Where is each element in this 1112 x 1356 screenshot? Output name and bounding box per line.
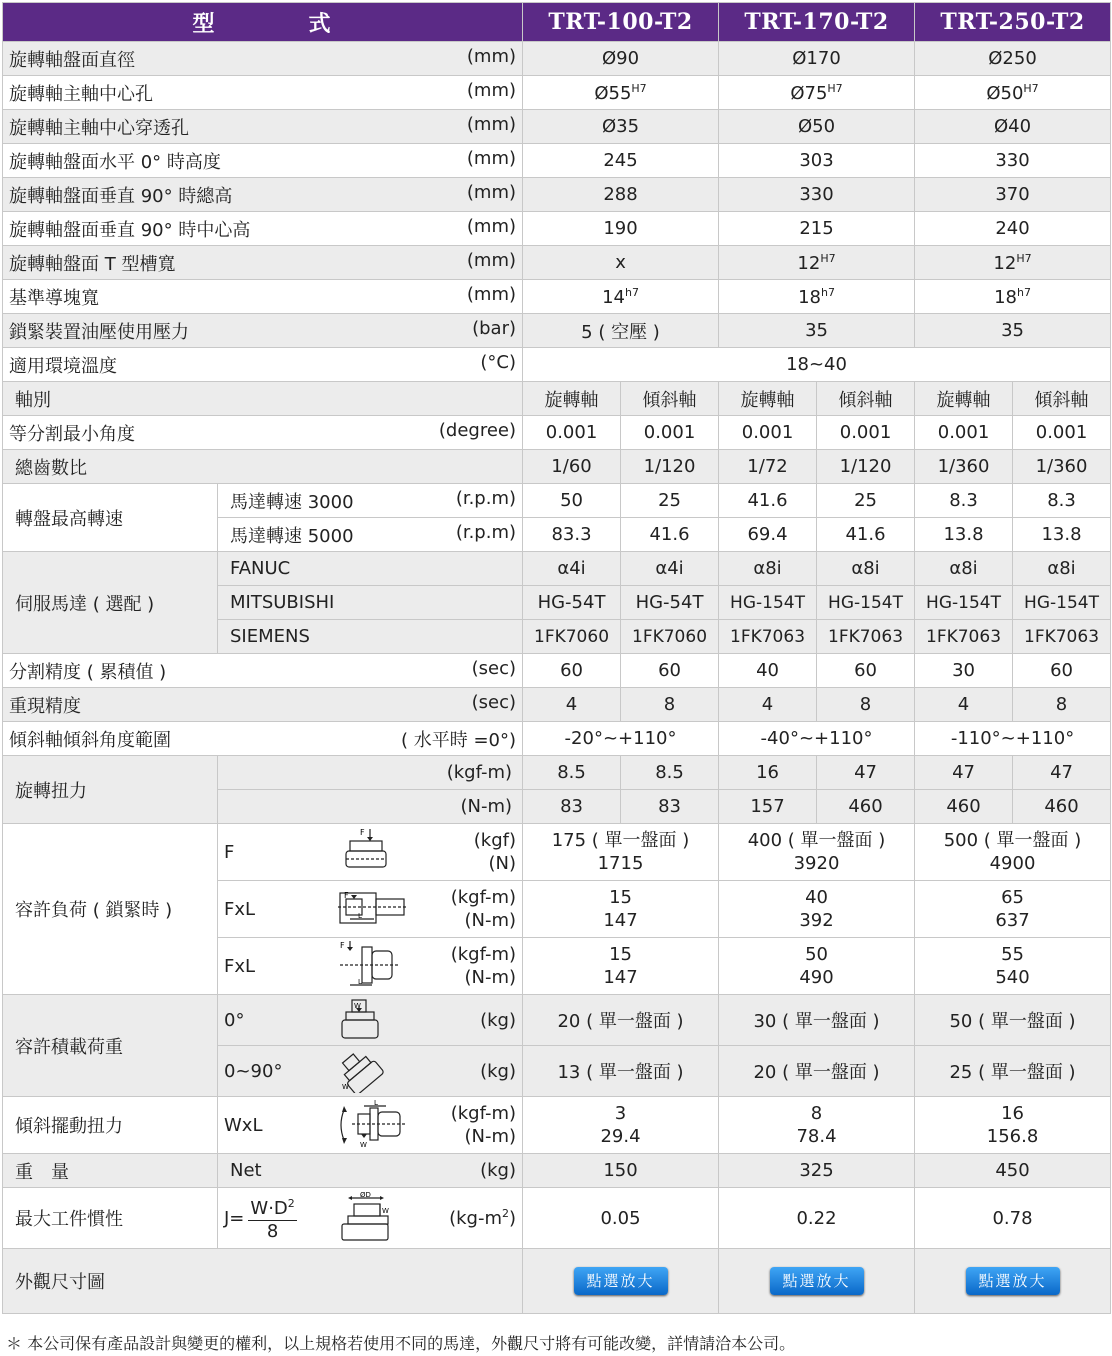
value-cell: α8i	[1013, 552, 1111, 586]
value-cell: 1FK7060	[523, 620, 621, 654]
tolerance: H7	[1016, 251, 1032, 265]
value-cell: 傾斜軸	[817, 382, 915, 416]
value-cell: 490	[799, 967, 834, 988]
svg-text:ØD: ØD	[360, 1192, 371, 1199]
row-guide	[3, 280, 1111, 314]
value-cell: 50 ( 單一盤面 )	[915, 995, 1111, 1046]
row-tilt-torque	[3, 1097, 1111, 1154]
value-cell: 370	[915, 178, 1111, 212]
row-label: 最大工件慣性	[3, 1188, 218, 1249]
value-cell: 0.001	[817, 416, 915, 450]
value-cell: -20°~+110°	[523, 722, 719, 756]
value-cell: 1FK7063	[915, 620, 1013, 654]
row-unit: (kg)	[480, 1009, 517, 1031]
value-cell: 25 ( 單一盤面 )	[915, 1046, 1111, 1097]
value-cell: 13 ( 單一盤面 )	[523, 1046, 719, 1097]
row-unit: (mm)	[466, 283, 517, 305]
value-cell: 83.3	[523, 518, 621, 552]
value-cell: 157	[719, 790, 817, 824]
tolerance: H7	[827, 81, 843, 95]
sub-label: 0°	[224, 1009, 245, 1031]
formula-lhs: J=	[224, 1207, 245, 1229]
value-cell: 4900	[989, 853, 1036, 874]
value-cell: 8	[621, 688, 719, 722]
value-cell: HG-54T	[621, 586, 719, 620]
value-cell: 8.5	[621, 756, 719, 790]
value-cell: 12	[797, 252, 821, 274]
value-cell: 20 ( 單一盤面 )	[719, 1046, 915, 1097]
load-fxl-vertical-icon	[336, 941, 402, 991]
value-cell: 500 ( 單一盤面 )	[943, 830, 1082, 851]
value-cell: 156.8	[986, 1126, 1039, 1147]
sub-label: F	[224, 841, 235, 863]
row-unit: (kgf-m)	[450, 944, 517, 965]
row-unit: (N-m)	[464, 967, 517, 988]
row-repeat	[3, 688, 1111, 722]
value-cell: 240	[915, 212, 1111, 246]
value-cell: Ø40	[915, 110, 1111, 144]
row-unit: (mm)	[466, 181, 517, 203]
row-unit: (sec)	[471, 691, 517, 713]
value-cell: 8	[1013, 688, 1111, 722]
value-cell: 1/60	[523, 450, 621, 484]
value-cell: 13.8	[1013, 518, 1111, 552]
row-unit: (kg)	[480, 1060, 517, 1082]
value-cell: 8	[817, 688, 915, 722]
row-label: 旋轉軸主軸中心孔	[9, 83, 153, 105]
row-label: 總齒數比	[3, 450, 523, 484]
payload-0-icon	[336, 998, 386, 1042]
value-cell: 78.4	[796, 1126, 837, 1147]
value-cell: α4i	[523, 552, 621, 586]
sub-label: 馬達轉速 3000	[230, 491, 354, 513]
row-label: 容許負荷 ( 鎖緊時 )	[3, 824, 218, 995]
row-label: 適用環境溫度	[9, 355, 117, 377]
value-cell: 460	[1013, 790, 1111, 824]
header-row	[3, 3, 1111, 42]
svg-text:L: L	[358, 912, 362, 920]
unit-exponent: 2	[501, 1207, 509, 1220]
row-label: 重 量	[3, 1154, 218, 1188]
value-cell: 16	[719, 756, 817, 790]
value-cell: 83	[621, 790, 719, 824]
row-disc-dia	[3, 42, 1111, 76]
value-cell: 450	[915, 1154, 1111, 1188]
value-cell: 3	[614, 1103, 627, 1124]
value-cell: Ø50	[719, 110, 915, 144]
row-torque-kgf	[3, 756, 1111, 790]
value-cell: 47	[1013, 756, 1111, 790]
value-cell: 40	[805, 887, 828, 908]
row-unit: (r.p.m)	[455, 521, 517, 543]
row-label: 外觀尺寸圖	[3, 1249, 523, 1314]
value-cell: 0.001	[1013, 416, 1111, 450]
row-height-h0	[3, 144, 1111, 178]
value-cell: Ø90	[523, 42, 719, 76]
row-label: 等分割最小角度	[9, 423, 135, 445]
value-cell: α8i	[719, 552, 817, 586]
value-cell: HG-154T	[817, 586, 915, 620]
row-axis	[3, 382, 1111, 416]
value-cell: 16	[1001, 1103, 1024, 1124]
value-cell: 1/360	[1013, 450, 1111, 484]
value-cell: 150	[523, 1154, 719, 1188]
svg-text:F: F	[344, 891, 349, 900]
value-cell: 0.001	[719, 416, 817, 450]
value-cell: 4	[719, 688, 817, 722]
row-unit: (kgf-m)	[450, 1103, 517, 1124]
row-unit: (degree)	[438, 419, 517, 441]
row-accuracy	[3, 654, 1111, 688]
row-label: 鎖緊裝置油壓使用壓力	[9, 321, 189, 343]
row-unit: (kg)	[480, 1160, 517, 1181]
row-unit: (bar)	[472, 317, 517, 339]
spec-table	[2, 2, 1111, 1314]
value-cell: Ø75	[790, 82, 828, 104]
value-cell: 1FK7063	[817, 620, 915, 654]
value-cell: 47	[915, 756, 1013, 790]
sub-label: FxL	[224, 955, 256, 977]
value-cell: 14	[602, 286, 625, 308]
row-spindle-hole	[3, 76, 1111, 110]
value-cell: 41.6	[719, 484, 817, 518]
row-gear-ratio	[3, 450, 1111, 484]
sub-label: WxL	[224, 1114, 263, 1136]
value-cell: 69.4	[719, 518, 817, 552]
value-cell: Ø35	[523, 110, 719, 144]
row-unit: (kgf)	[473, 830, 517, 851]
row-label: 重現精度	[9, 695, 81, 717]
svg-text:W: W	[360, 1141, 367, 1149]
value-cell: 400 ( 單一盤面 )	[747, 830, 886, 851]
row-unit: (kg-m	[449, 1208, 502, 1229]
value-cell: 1/72	[719, 450, 817, 484]
value-cell: 637	[995, 910, 1030, 931]
row-unit: (N-m)	[218, 790, 523, 824]
value-cell: 392	[799, 910, 834, 931]
row-unit: (N)	[488, 853, 517, 874]
sub-label: SIEMENS	[218, 620, 523, 654]
value-cell: 0.001	[915, 416, 1013, 450]
footnote: ＊ 本公司保有產品設計與變更的權利，以上規格若使用不同的馬達，外觀尺寸將有可能改變，詳情請洽本公司。	[6, 1334, 796, 1353]
sub-label: FANUC	[218, 552, 523, 586]
value-cell: 13.8	[915, 518, 1013, 552]
value-cell: 1/120	[621, 450, 719, 484]
payload-0-90-icon	[336, 1049, 386, 1093]
row-label: 旋轉軸盤面垂直 90° 時總高	[9, 185, 233, 207]
formula-numerator: W·D	[250, 1198, 288, 1219]
model-header-1: TRT-100-T2	[523, 3, 719, 42]
sub-label: FxL	[224, 898, 256, 920]
sub-label: 0~90°	[224, 1060, 283, 1082]
value-cell: 5 ( 空壓 )	[523, 314, 719, 348]
value-cell: 0.001	[523, 416, 621, 450]
value-cell: 4	[915, 688, 1013, 722]
row-unit: (mm)	[466, 79, 517, 101]
row-unit: (sec)	[471, 657, 517, 679]
model-header-2: TRT-170-T2	[719, 3, 915, 42]
row-unit: (N-m)	[464, 1126, 517, 1147]
value-cell: 25	[817, 484, 915, 518]
row-label: 旋轉軸盤面直徑	[9, 49, 135, 71]
value-cell: HG-54T	[523, 586, 621, 620]
value-cell: 50	[523, 484, 621, 518]
enlarge-button-1[interactable]: 點選放大	[574, 1267, 668, 1295]
formula-exponent: 2	[287, 1197, 295, 1210]
value-cell: 8.3	[1013, 484, 1111, 518]
row-servo-fanuc	[3, 552, 1111, 586]
sub-label: MITSUBISHI	[218, 586, 523, 620]
inertia-diagram-icon	[336, 1192, 400, 1244]
value-cell: 18	[798, 286, 821, 308]
value-cell: 175 ( 單一盤面 )	[551, 830, 690, 851]
row-label: 傾斜擺動扭力	[3, 1097, 218, 1154]
value-cell: 190	[523, 212, 719, 246]
row-temp	[3, 348, 1111, 382]
row-inertia	[3, 1188, 1111, 1249]
value-cell: 460	[817, 790, 915, 824]
value-cell: 35	[915, 314, 1111, 348]
row-label: 伺服馬達 ( 選配 )	[3, 552, 218, 654]
tolerance: h7	[820, 285, 835, 299]
value-cell: 460	[915, 790, 1013, 824]
value-cell: 25	[621, 484, 719, 518]
value-cell: 40	[719, 654, 817, 688]
value-cell: 330	[915, 144, 1111, 178]
row-unit-end: )	[508, 1208, 517, 1229]
row-label: 旋轉軸盤面垂直 90° 時中心高	[9, 219, 251, 241]
value-cell: 4	[523, 688, 621, 722]
value-cell: 12	[993, 252, 1017, 274]
value-cell: 303	[719, 144, 915, 178]
svg-text:W: W	[382, 1207, 389, 1215]
value-cell: 18~40	[523, 348, 1111, 382]
row-through-hole	[3, 110, 1111, 144]
value-cell: α8i	[915, 552, 1013, 586]
row-weight	[3, 1154, 1111, 1188]
value-cell: HG-154T	[719, 586, 817, 620]
row-unit: (N-m)	[464, 910, 517, 931]
row-height-v90	[3, 178, 1111, 212]
row-center-v90	[3, 212, 1111, 246]
value-cell: 41.6	[817, 518, 915, 552]
svg-text:F: F	[340, 941, 345, 950]
value-cell: Ø50	[986, 82, 1024, 104]
tolerance: h7	[624, 285, 639, 299]
value-cell: Ø55	[594, 82, 632, 104]
value-cell: 1FK7063	[719, 620, 817, 654]
inertia-formula	[224, 1193, 336, 1243]
svg-text:W: W	[354, 1002, 361, 1010]
sub-label: 馬達轉速 5000	[230, 525, 354, 547]
value-cell: 288	[523, 178, 719, 212]
row-label: 基準導塊寬	[9, 287, 99, 309]
row-unit: (r.p.m)	[455, 487, 517, 509]
row-label: 旋轉扭力	[3, 756, 218, 824]
value-cell: 50	[805, 944, 828, 965]
row-unit: ( 水平時 =0°)	[400, 729, 517, 751]
value-cell: 47	[817, 756, 915, 790]
value-cell: 1FK7063	[1013, 620, 1111, 654]
row-unit: (°C)	[480, 351, 517, 373]
value-cell: 60	[817, 654, 915, 688]
value-cell: 傾斜軸	[1013, 382, 1111, 416]
value-cell: 330	[719, 178, 915, 212]
row-load-f	[3, 824, 1111, 881]
value-cell: x	[523, 246, 719, 280]
svg-text:L: L	[374, 1100, 378, 1107]
sub-label: Net	[230, 1160, 262, 1181]
row-payload-0	[3, 995, 1111, 1046]
value-cell: 8.5	[523, 756, 621, 790]
svg-text:L: L	[358, 978, 362, 986]
enlarge-button-2[interactable]: 點選放大	[770, 1267, 864, 1295]
value-cell: 147	[603, 967, 638, 988]
value-cell: 8	[810, 1103, 823, 1124]
value-cell: 旋轉軸	[915, 382, 1013, 416]
value-cell: 0.22	[719, 1188, 915, 1249]
value-cell: 0.78	[915, 1188, 1111, 1249]
enlarge-button-3[interactable]: 點選放大	[966, 1267, 1060, 1295]
value-cell: 60	[1013, 654, 1111, 688]
tolerance: H7	[820, 251, 836, 265]
type-header: 型 式	[3, 3, 523, 42]
row-tilt-range	[3, 722, 1111, 756]
tolerance: H7	[631, 81, 647, 95]
value-cell: 1FK7060	[621, 620, 719, 654]
value-cell: HG-154T	[1013, 586, 1111, 620]
value-cell: HG-154T	[915, 586, 1013, 620]
value-cell: -40°~+110°	[719, 722, 915, 756]
value-cell: α8i	[817, 552, 915, 586]
row-label: 容許積載荷重	[3, 995, 218, 1097]
row-unit: (kgf-m)	[218, 756, 523, 790]
row-label: 旋轉軸主軸中心穿透孔	[9, 117, 189, 139]
value-cell: 1715	[597, 853, 644, 874]
value-cell: 215	[719, 212, 915, 246]
value-cell: 60	[621, 654, 719, 688]
value-cell: 0.05	[523, 1188, 719, 1249]
formula-denominator: 8	[266, 1221, 279, 1242]
svg-text:F: F	[360, 828, 365, 837]
value-cell: 30 ( 單一盤面 )	[719, 995, 915, 1046]
value-cell: 傾斜軸	[621, 382, 719, 416]
row-min-angle	[3, 416, 1111, 450]
value-cell: 147	[603, 910, 638, 931]
row-max-speed-3000	[3, 484, 1111, 518]
tolerance: h7	[1016, 285, 1031, 299]
value-cell: 35	[719, 314, 915, 348]
row-label: 旋轉軸盤面水平 0° 時高度	[9, 151, 221, 173]
value-cell: 0.001	[621, 416, 719, 450]
value-cell: 30	[915, 654, 1013, 688]
row-label: 轉盤最高轉速	[3, 484, 218, 552]
value-cell: 41.6	[621, 518, 719, 552]
row-unit: (mm)	[466, 113, 517, 135]
value-cell: 55	[1001, 944, 1024, 965]
model-header-3: TRT-250-T2	[915, 3, 1111, 42]
row-t-slot	[3, 246, 1111, 280]
row-label: 傾斜軸傾斜角度範圍	[9, 729, 171, 751]
value-cell: 15	[609, 887, 632, 908]
value-cell: 325	[719, 1154, 915, 1188]
value-cell: 1/360	[915, 450, 1013, 484]
value-cell: 15	[609, 944, 632, 965]
value-cell: α4i	[621, 552, 719, 586]
value-cell: 旋轉軸	[719, 382, 817, 416]
row-unit: (mm)	[466, 249, 517, 271]
load-fxl-horizontal-icon	[336, 889, 408, 929]
value-cell: 旋轉軸	[523, 382, 621, 416]
row-label: 旋轉軸盤面 T 型槽寬	[9, 253, 176, 275]
tolerance: H7	[1023, 81, 1039, 95]
value-cell: 29.4	[600, 1126, 641, 1147]
row-unit: (mm)	[466, 215, 517, 237]
tilt-torque-icon	[336, 1100, 408, 1150]
row-unit: (mm)	[466, 147, 517, 169]
value-cell: 18	[994, 286, 1017, 308]
load-f-icon	[336, 827, 396, 877]
value-cell: 1/120	[817, 450, 915, 484]
value-cell: 3920	[793, 853, 840, 874]
row-label: 軸別	[3, 382, 523, 416]
value-cell: 83	[523, 790, 621, 824]
row-drawing	[3, 1249, 1111, 1314]
row-label: 分割精度 ( 累積值 )	[9, 661, 167, 683]
value-cell: Ø250	[915, 42, 1111, 76]
row-clamp	[3, 314, 1111, 348]
value-cell: 245	[523, 144, 719, 178]
value-cell: 8.3	[915, 484, 1013, 518]
value-cell: 540	[995, 967, 1030, 988]
svg-text:W: W	[342, 1083, 349, 1091]
value-cell: -110°~+110°	[915, 722, 1111, 756]
value-cell: Ø170	[719, 42, 915, 76]
value-cell: 65	[1001, 887, 1024, 908]
value-cell: 20 ( 單一盤面 )	[523, 995, 719, 1046]
row-unit: (kgf-m)	[450, 887, 517, 908]
row-unit: (mm)	[466, 45, 517, 67]
value-cell: 60	[523, 654, 621, 688]
